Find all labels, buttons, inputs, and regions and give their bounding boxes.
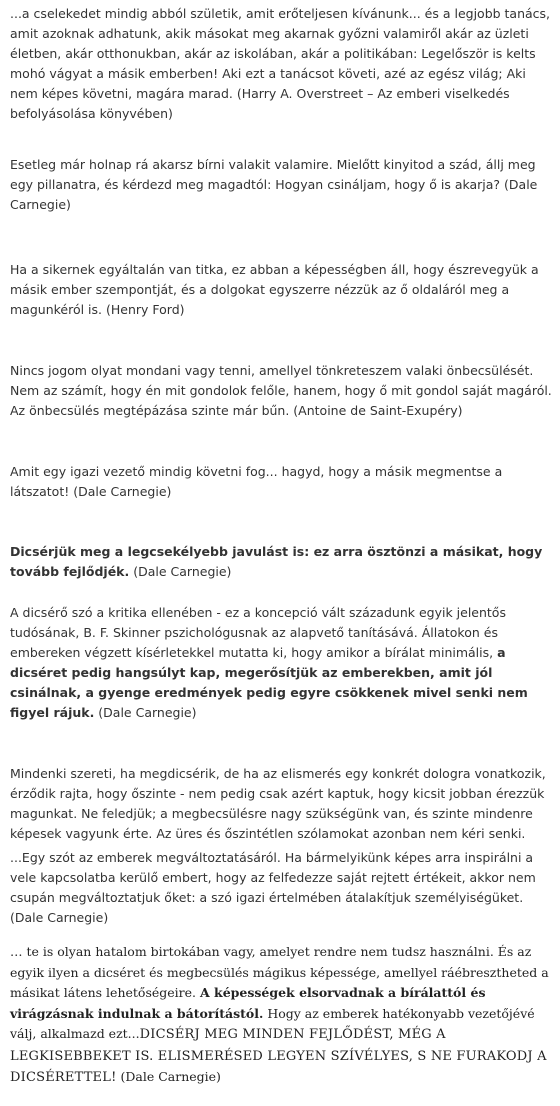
quote-caps-text: DICSÉRJ MEG MINDEN FEJLŐDÉST, MÉG A LEGKISEBBEKET IS. ELISMERÉSED LEGYEN SZÍVÉLYES, S NE FURAKODJ A DICSÉRETTEL! [10, 1027, 547, 1085]
quote-carnegie-encourage [10, 942, 555, 1089]
quote-saint-exupery: Nincs jogom olyat mondani vagy tenni, amellyel tönkreteszem valaki önbecsülését. Nem az számít, hogy én mit gondolok felőle, hanem, hogy ő mit gondol saját magáról. Az önbecsülés megtépázása szinte már bűn. (Antoine de Saint-Exupéry) [10, 363, 552, 418]
quote-carnegie-persuade: Esetleg már holnap rá akarsz bírni valakit valamire. Mielőtt kinyitod a szád, állj meg egy pillanatra, és kérdezd meg magadtól: Hogyan csináljam, hogy ő is akarja? (Dale Carnegie) [10, 157, 538, 212]
quote-source: (Dale Carnegie) [116, 1069, 221, 1084]
quote-henry-ford: Ha a sikernek egyáltalán van titka, ez abban a képességben áll, hogy észrevegyük a másik ember szempontját, és a dolgokat egyszerre nézzük az ő oldaláról meg a magunkéról is. (Henry Ford) [10, 262, 539, 317]
quote-source: (Dale Carnegie) [129, 564, 232, 579]
quote-carnegie-leader: Amit egy igazi vezető mindig követni fog... hagyd, hogy a másik megmentse a látszatot! (Dale Carnegie) [10, 464, 503, 499]
quote-appreciation: Mindenki szereti, ha megdicsérik, de ha az elismerés egy konkrét dologra vonatkozik, érződik rajta, hogy őszinte - nem pedig csak azért kaptuk, hogy kicsit jobban érezzük magunkat. Ne feledjük; a megbecsülésre nagy szükségünk van, és szinte mindenre képesek vagyunk érte. Az üres és őszintétlen szólamokat azonban nem kéri senki. [10, 766, 546, 841]
quote-mid-text: Hogy az emberek hatékonyabb vezetőjévé válj, alkalmazd ezt... [10, 1005, 535, 1041]
quote-skinner [10, 603, 555, 723]
quote-overstreet: ...a cselekedet mindig abból születik, amit erőteljesen kívánunk... és a legjobb tanács, amit azoknak adhatunk, akik másokat meg akarnak győzni valamiről akár az üzleti életben, akár otthonukban, akár az iskolában, akár a politikában: Legelőször is kelts mohó vágyat a másik emberben! Aki ezt a tanácsot követi, azé az egész világ; Aki nem képes követni, magára marad. (Harry A. Overstreet – Az emberi viselkedés befolyásolása könyvében) [10, 6, 551, 121]
quote-bold-text: a dicséret pedig hangsúlyt kap, megerősítjük az emberekben, amit jól csinálnak, a gyenge eredmények pedig egyre csökkenek mivel senki nem figyel rájuk. [10, 645, 528, 720]
quote-lead-text: … te is olyan hatalom birtokában vagy, amelyet rendre nem tudsz használni. És az egyik ilyen a dicséret és megbecsülés mágikus képessége, amellyel ráébresztheted a másikat látens lehetőségeire. [10, 944, 549, 1000]
quote-lead-text: A dicsérő szó a kritika ellenében - ez a koncepció vált századunk egyik jelentős tudósának, B. F. Skinner pszichológusnak az alapvető tanításává. Állatokon és embereken végzett kísérletekkel mutatta ki, hogy amikor a bírálat minimális, [10, 605, 506, 660]
quote-carnegie-praise [10, 542, 555, 582]
quote-source: (Dale Carnegie) [94, 705, 197, 720]
quote-bold-text: A képességek elsorvadnak a bírálattól és virágzásnak indulnak a bátorítástól. [10, 985, 486, 1021]
quote-carnegie-change: ...Egy szót az emberek megváltoztatásáról. Ha bármelyikünk képes arra inspirálni a vele kapcsolatba kerülő embert, hogy az felfedezze saját rejtett értékeit, akkor nem csupán megváltoztatjuk őket: a szó igazi értelmében átalakítjuk személyiségüket. (Dale Carnegie) [10, 850, 536, 925]
quote-bold-text: Dicsérjük meg a legcsekélyebb javulást is: ez arra ösztönzi a másikat, hogy tovább fejlődjék. [10, 544, 543, 579]
